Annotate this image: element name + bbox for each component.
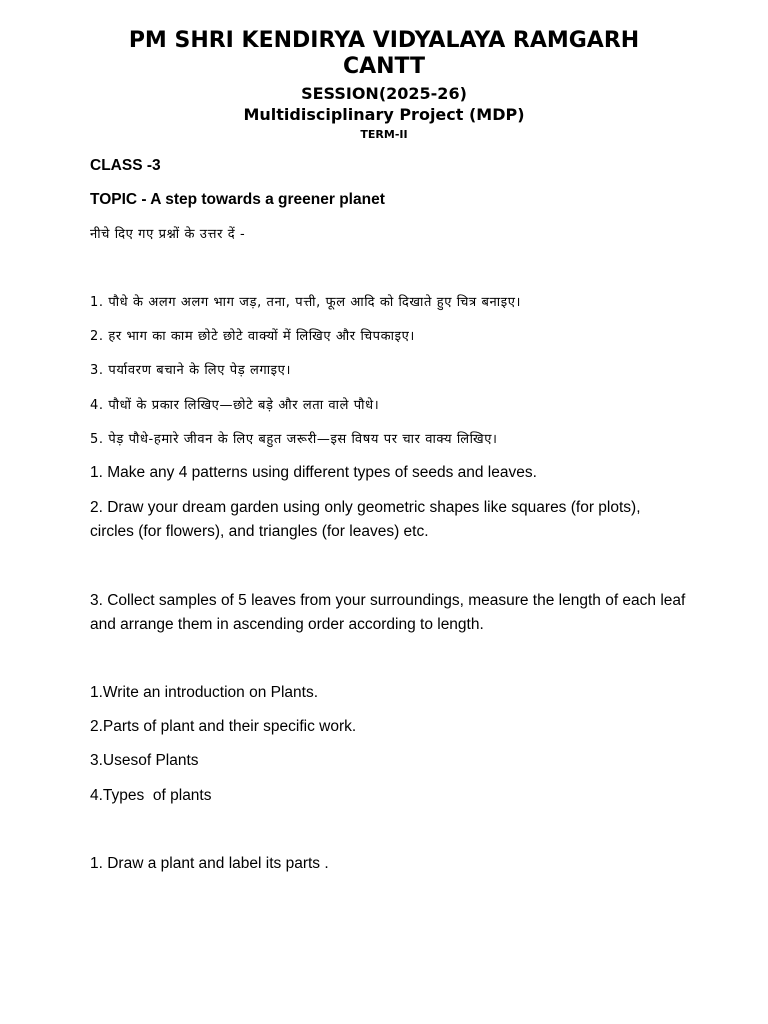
hindi-item-1: 1. पौधे के अलग अलग भाग जड़, तना, पत्ती, फूल आदि को दिखाते हुए चित्र बनाइए। — [90, 295, 522, 310]
evs-task-3: 3.Usesof Plants — [90, 752, 199, 769]
hindi-item-3: 3. पर्यावरण बचाने के लिए पेड़ लगाइए। — [90, 363, 291, 378]
evs-task-4: 4.Types of plants — [90, 787, 212, 804]
art-task-1: 1. Draw a plant and label its parts . — [90, 855, 329, 872]
project-title: Multidisciplinary Project (MDP) — [243, 105, 525, 124]
maths-task-2: 2. Draw your dream garden using only geometric shapes like squares (for plots), circles (for flowers), and triangles (for leaves) etc. — [90, 499, 641, 540]
session-label: SESSION(2025-26) — [301, 84, 467, 103]
document-header — [0, 28, 768, 142]
hindi-item-5: 5. पेड़ पौधे-हमारे जीवन के लिए बहुत जरूरी—इस विषय पर चार वाक्य लिखिए। — [90, 432, 498, 447]
topic-line: TOPIC - A step towards a greener planet — [90, 191, 385, 208]
school-name: PM SHRI KENDIRYA VIDYALAYA RAMGARH CANTT — [128, 28, 640, 79]
evs-task-2: 2.Parts of plant and their specific work. — [90, 718, 357, 735]
hindi-intro: नीचे दिए गए प्रश्नों के उत्तर दें - — [90, 227, 246, 242]
maths-task-1: 1. Make any 4 patterns using different types of seeds and leaves. — [90, 464, 537, 481]
hindi-item-2: 2. हर भाग का काम छोटे छोटे वाक्यों में लिखिए और चिपकाइए। — [90, 329, 415, 344]
term-label: TERM-II — [360, 128, 408, 141]
maths-task-3: 3. Collect samples of 5 leaves from your surroundings, measure the length of each leaf and arrange them in ascending order according to length. — [90, 592, 686, 633]
class-label: CLASS -3 — [90, 157, 161, 174]
evs-task-1: 1.Write an introduction on Plants. — [90, 684, 319, 701]
hindi-item-4: 4. पौधों के प्रकार लिखिए—छोटे बड़े और लता वाले पौधे। — [90, 398, 380, 413]
